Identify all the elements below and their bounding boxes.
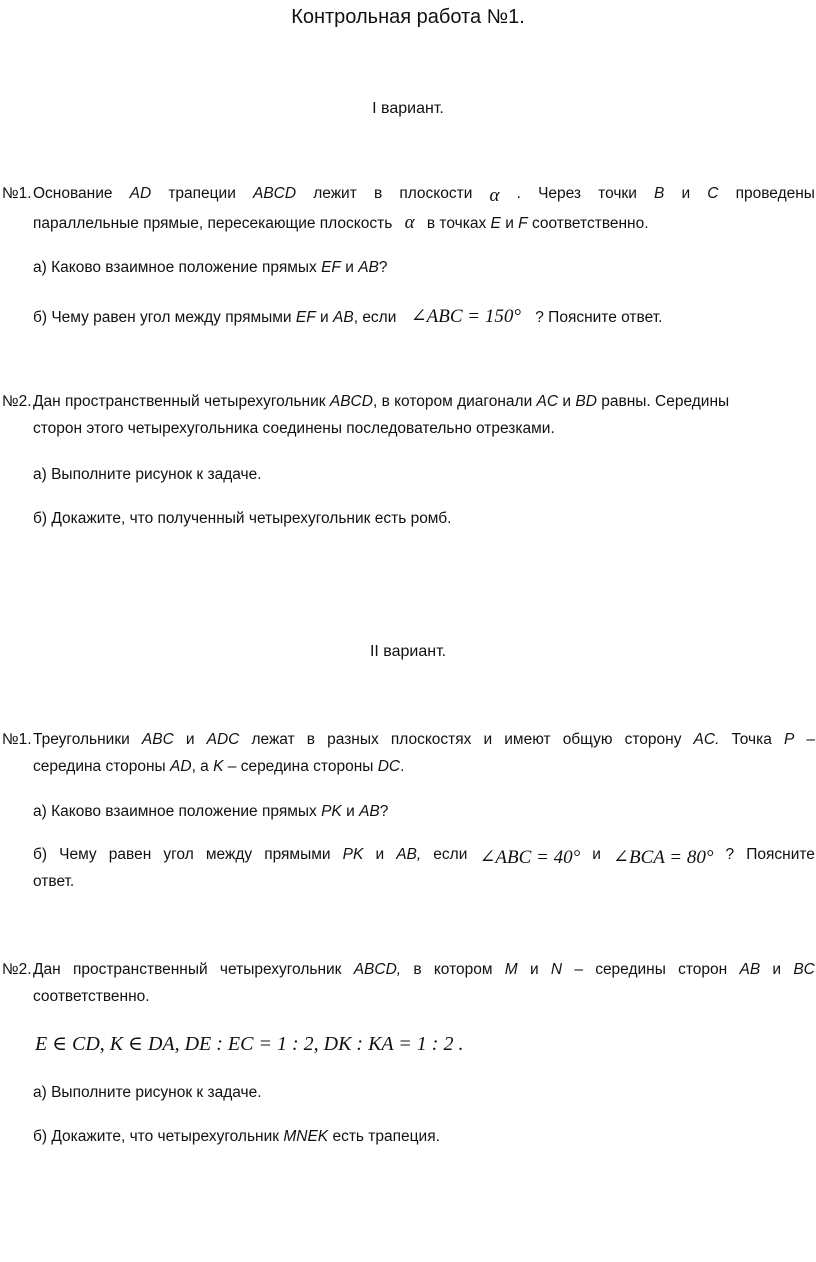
v2-task2-number: №2.: [2, 961, 32, 978]
alpha-symbol: α: [404, 212, 415, 233]
v1-task2-number: №2.: [2, 393, 32, 410]
v1-task1-line2: параллельные прямые, пересекающие плоскость α в точках E и F соответственно.: [33, 212, 649, 233]
angle-formula: ∠ABC = 150°: [410, 306, 521, 327]
v2-task1-line1: Треугольники ABC и ADC лежат в разных плоскостях и имеют общую сторону AC. Точка P –: [33, 731, 815, 748]
v2-task2-question-a: а) Выполните рисунок к задаче.: [33, 1084, 262, 1101]
v2-task1-question-b-line2: ответ.: [33, 873, 75, 890]
v2-task2-line1: Дан пространственный четырехугольник ABCD, в котором M и N – середины сторон AB и BC: [33, 961, 815, 978]
angle-formula: ∠BCA = 80°: [613, 847, 714, 868]
v1-task2-line2: сторон этого четырехугольника соединены последовательно отрезками.: [33, 420, 555, 437]
v1-task2-line1: Дан пространственный четырехугольник ABCD, в котором диагонали AC и BD равны. Середины: [33, 393, 730, 410]
v1-task1-line1: Основание AD трапеции ABCD лежит в плоскости α . Через точки B и C проведены: [33, 185, 815, 206]
variant-1-heading: I вариант.: [372, 100, 444, 117]
v2-task1-question-a: а) Каково взаимное положение прямых PK и AB?: [33, 803, 389, 820]
v1-task2-question-b: б) Докажите, что полученный четырехугольник есть ромб.: [33, 510, 452, 527]
v2-task1-number: №1.: [2, 731, 32, 748]
v2-task1-question-b-line1: б) Чему равен угол между прямыми PK и AB, если ∠ABC = 40° и ∠BCA = 80° ? Поясните: [33, 846, 815, 868]
v1-task1-question-a: а) Каково взаимное положение прямых EF и AB?: [33, 259, 388, 276]
alpha-symbol: α: [489, 185, 500, 206]
v1-task1-number: №1.: [2, 185, 32, 202]
v2-task2-question-b: б) Докажите, что четырехугольник MNEK есть трапеция.: [33, 1128, 440, 1145]
v1-task2-question-a: а) Выполните рисунок к задаче.: [33, 466, 262, 483]
angle-formula: ∠ABC = 40°: [479, 847, 581, 868]
variant-2-heading: II вариант.: [369, 643, 447, 660]
v2-task2-formula: E ∈ CD, K ∈ DA, DE : EC = 1 : 2, DK : KA = 1 : 2 .: [35, 1033, 464, 1055]
v2-task1-line2: середина стороны AD, а K – середина стороны DC.: [33, 758, 405, 775]
v2-task2-line2: соответственно.: [33, 988, 150, 1005]
page-title: Контрольная работа №1.: [291, 6, 525, 28]
v1-task1-question-b: б) Чему равен угол между прямыми EF и AB, если ∠ABC = 150° ? Поясните ответ.: [33, 306, 663, 327]
